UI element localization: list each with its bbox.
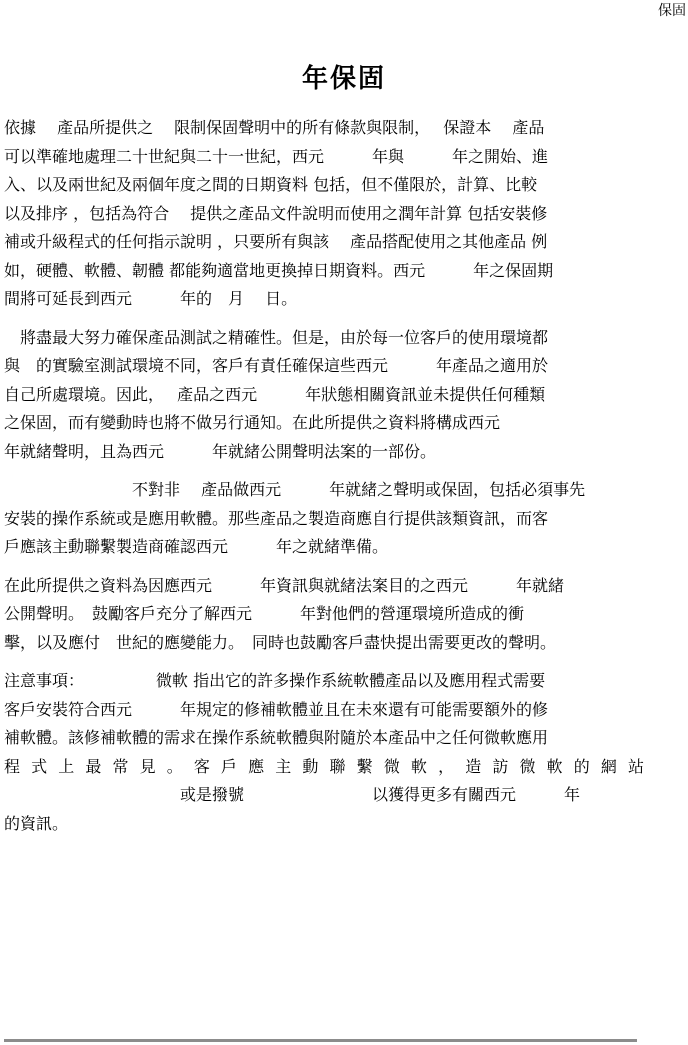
- document-body: [4, 114, 644, 848]
- paragraph-third-party-products: [4, 476, 644, 562]
- text-line: 如，硬體、軟體、韌體 都能夠適當地更換掉日期資料。西元 年之保固期: [4, 260, 554, 280]
- text-line: 以及排序 ，包括為符合 提供之產品文件說明而使用之潤年計算 包括安裝修: [4, 203, 548, 223]
- text-line: 在此所提供之資料為因應西元 年資訊與就緒法案目的之西元 年就緒: [4, 575, 565, 595]
- text-line: 的資訊。: [4, 813, 69, 833]
- text-line: 不對非 產品做西元 年就緒之聲明或保固，包括必須事先: [4, 480, 586, 499]
- text-line: 客戶安裝符合西元 年規定的修補軟體並且在未來還有可能需要額外的修: [4, 699, 549, 719]
- text-line: 戶應該主動聯繫製造商確認西元 年之就緒準備。: [4, 537, 389, 556]
- text-line: 依據 產品所提供之 限制保固聲明中的所有條款與限制， 保證本 產品: [4, 118, 545, 137]
- paragraph-testing-disclaimer: [4, 324, 644, 467]
- text-line: 擊，以及應付 世紀的應變能力。 同時也鼓勵客戶盡快提出需要更改的聲明。: [4, 632, 557, 652]
- text-line: 程式上最常見。客戶應主動聯繫微軟，造訪微軟的網站: [4, 756, 644, 776]
- text-line: 安裝的操作系統或是應用軟體。那些產品之製造商應自行提供該類資訊，而客: [4, 508, 549, 528]
- header-section-tag: 保固: [658, 3, 686, 19]
- text-line: 補軟體。該修補軟體的需求在操作系統軟體與附隨於本產品中之任何微軟應用: [4, 728, 549, 747]
- text-line: 年就緒聲明，且為西元 年就緒公開聲明法案的一部份。: [4, 441, 437, 461]
- text-line: 公開聲明。 鼓勵客戶充分了解西元 年對他們的營運環境所造成的衝: [4, 604, 525, 623]
- page-title: 年保固: [301, 64, 386, 94]
- paragraph-public-statement: [4, 572, 644, 658]
- text-line: 或是撥號 以獲得更多有關西元 年: [4, 785, 581, 804]
- text-line: 自己所處環境。因此， 產品之西元 年狀態相關資訊並未提供任何種類: [4, 384, 546, 404]
- paragraph-notice: [4, 667, 644, 838]
- text-line: 注意事項： 微軟 指出它的許多操作系統軟體產品以及應用程式需要: [4, 671, 546, 690]
- text-line: 之保固，而有變動時也將不做另行通知。在此所提供之資料將構成西元: [4, 413, 501, 432]
- text-line: 將盡最大努力確保產品測試之精確性。但是，由於每一位客戶的使用環境都: [4, 327, 549, 347]
- text-line: 與 的實驗室測試環境不同，客戶有責任確保這些西元 年產品之適用於: [4, 356, 549, 375]
- footer-divider: [4, 1039, 637, 1042]
- paragraph-warranty-scope: [4, 114, 644, 314]
- text-line: 補或升級程式的任何指示說明 ，只要所有與該 產品搭配使用之其他產品 例: [4, 232, 548, 251]
- text-line: 間將可延長到西元 年的 月 日。: [4, 289, 298, 308]
- text-line: 入、以及兩世紀及兩個年度之間的日期資料 包括，但不僅限於，計算、比較: [4, 175, 538, 194]
- text-line: 可以準確地處理二十世紀與二十一世紀，西元 年與 年之開始、進: [4, 146, 549, 166]
